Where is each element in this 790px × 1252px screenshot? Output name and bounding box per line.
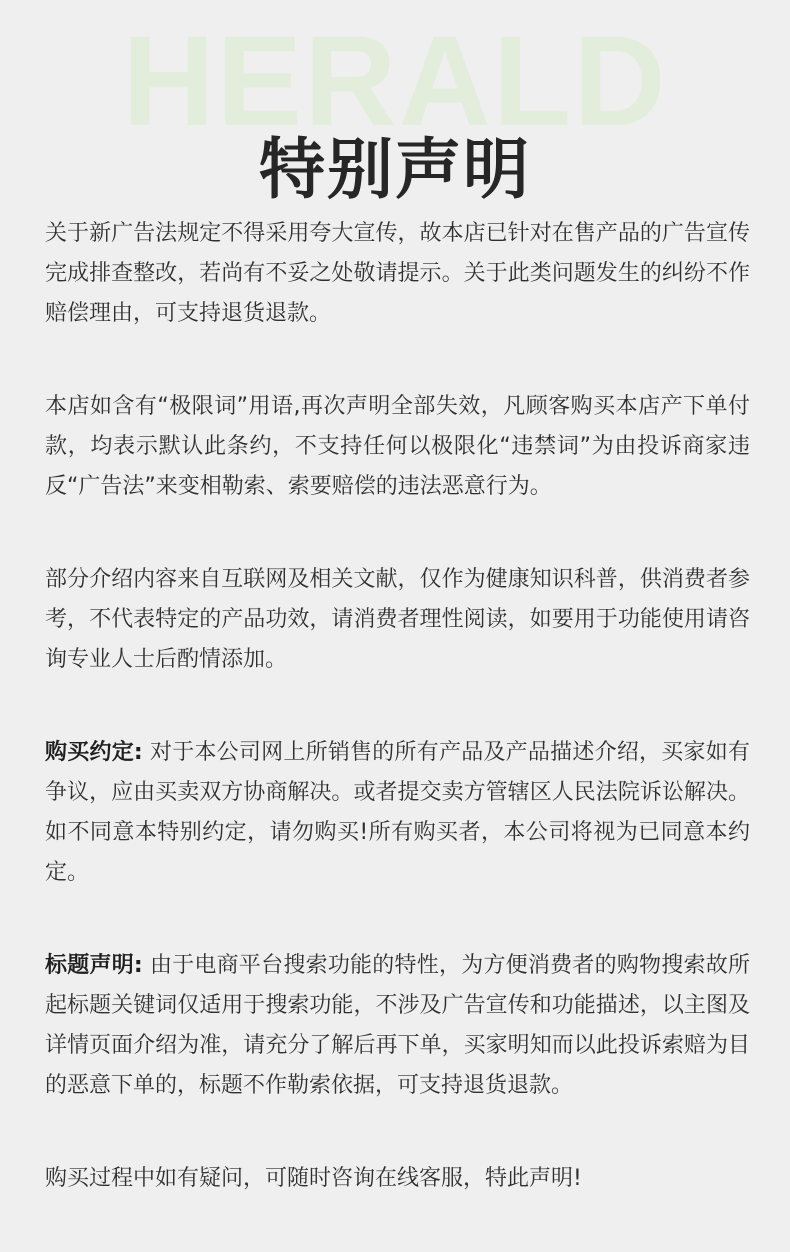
paragraph-text: 购买过程中如有疑问，可随时咨询在线客服，特此声明! (45, 1166, 582, 1191)
background-watermark: HERALD (122, 10, 668, 153)
paragraph-title-statement (45, 946, 750, 1106)
paragraph-contact (45, 1159, 750, 1199)
purchase-agreement-label: 购买约定: (45, 740, 143, 765)
paragraph-text: 本店如含有“极限词”用语,再次声明全部失效，凡顾客购买本店产下单付款，均表示默认此条约，不支持任何以极限化“违禁词”为由投诉商家违反“广告法”来变相勒索、索要赔偿的违法恶意行为。 (45, 394, 750, 499)
paragraph-text: 关于新广告法规定不得采用夸大宣传，故本店已针对在售产品的广告宣传完成排查整改，若尚有不妥之处敬请提示。关于此类问题发生的纠纷不作赔偿理由，可支持退货退款。 (45, 221, 750, 326)
paragraph-content-source (45, 560, 750, 680)
paragraph-extreme-words (45, 387, 750, 507)
title-statement-label: 标题声明: (45, 953, 143, 978)
paragraph-text: 对于本公司网上所销售的所有产品及产品描述介绍，买家如有争议，应由买卖双方协商解决。或者提交卖方管辖区人民法院诉讼解决。如不同意本特别约定，请勿购买!所有购买者，本公司将视为已同意本约定。 (45, 740, 750, 885)
paragraph-purchase-agreement (45, 733, 750, 893)
paragraph-ad-law (45, 214, 750, 334)
paragraph-text: 由于电商平台搜索功能的特性，为方便消费者的购物搜索故所起标题关键词仅适用于搜索功能，不涉及广告宣传和功能描述，以主图及详情页面介绍为准，请充分了解后再下单，买家明知而以此投诉索赔为目的恶意下单的，标题不作勒索依据，可支持退货退款。 (45, 953, 750, 1098)
page-title: 特别声明 (259, 131, 531, 209)
paragraph-text: 部分介绍内容来自互联网及相关文献，仅作为健康知识科普，供消费者参考，不代表特定的产品功效，请消费者理性阅读，如要用于功能使用请咨询专业人士后酌情添加。 (45, 567, 750, 672)
statement-body (45, 214, 750, 1252)
